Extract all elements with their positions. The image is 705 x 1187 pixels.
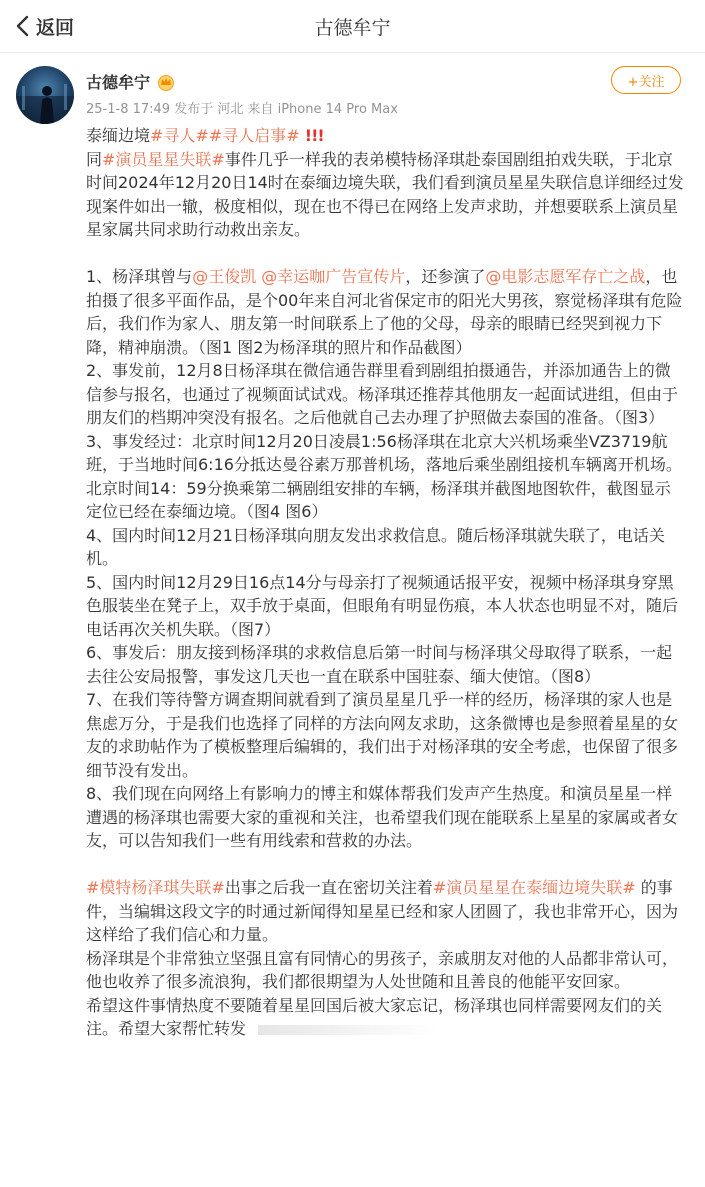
- back-label: 返回: [36, 16, 75, 39]
- avatar[interactable]: [16, 66, 74, 124]
- post-paragraph: 6、事发后：朋友接到杨泽琪的求救信息后第一时间与杨泽琪父母取得了联系，一起去往公安局报警，事发这几天也一直在联系中国驻泰、缅大使馆。（图8）: [86, 643, 673, 686]
- post-paragraph: 3、事发经过：北京时间12月20日凌晨1:56杨泽琪在北京大兴机场乘坐VZ3719航班，于当地时间6:16分抵达曼谷素万那普机场，落地后乘坐剧组接机车辆离开机场。北京时间14：59分换乘第二辆剧组安排的车辆，杨泽琪并截图地图软件，截图显示定位已经在泰缅边境。（图4 图6）: [86, 431, 682, 521]
- topic-tag[interactable]: #演员星星失联#: [102, 149, 225, 169]
- mention-link[interactable]: @王俊凯: [192, 267, 257, 286]
- post-paragraph: 8、我们现在向网络上有影响力的博主和媒体帮我们发声产生热度。和演员星星一样遭遇的杨泽琪也需要大家的重视和关注，也希望我们现在能联系上星星的家属或者女友，可以告知我们一些有用线索和营救的办法。: [86, 784, 679, 850]
- post-meta: 25-1-8 17:49 发布于 河北 来自 iPhone 14 Pro Max: [86, 102, 398, 117]
- post-paragraph: 7、在我们等待警方调查期间就看到了演员星星几乎一样的经历，杨泽琪的家人也是焦虑万分，于是我们也选择了同样的方法向网友求助，这条微博也是参照着星星的女友的求助帖作为了模板整理后编辑的，我们出于对杨泽琪的安全考虑，也保留了很多细节没有发出。: [86, 690, 679, 780]
- post-paragraph: 4、国内时间12月21日杨泽琪向朋友发出求救信息。随后杨泽琪就失联了，电话关机。: [86, 525, 665, 568]
- topic-tag[interactable]: #寻人#: [150, 126, 209, 145]
- user-name[interactable]: [86, 70, 176, 93]
- crown-icon: [156, 73, 176, 91]
- page-title: 古德牟宁: [314, 17, 391, 39]
- topic-tag[interactable]: #模特杨泽琪失联#: [86, 878, 225, 897]
- post-paragraph: 1、杨泽琪曾与@王俊凯 @幸运咖广告宣传片，还参演了@电影志愿军存亡之战，也拍摄了很多平面作品，是个00年来自河北省保定市的阳光大男孩，察觉杨泽琪有危险后，我们作为家人、朋友第一时间联系上了他的父母，母亲的眼睛已经哭到视力下降，精神崩溃。（图1 图2为杨泽琪的照片和作品截图）: [86, 267, 683, 357]
- post-paragraph: 希望这件事情热度不要随着星星回国后被大家忘记，杨泽琪也同样需要网友们的关注。希望大家帮忙转发: [86, 995, 663, 1038]
- post-paragraph: 2、事发前，12月8日杨泽琪在微信通告群里看到剧组拍摄通告，并添加通告上的微信参与报名，也通过了视频面试试戏。杨泽琪还推荐其他朋友一起面试进组，但由于朋友们的档期冲突没有报名。之后他就自己去办理了护照做去泰国的准备。（图3）: [86, 361, 679, 427]
- user-name-label: 古德牟宁: [86, 73, 151, 92]
- exclamation-icon: !!!: [304, 126, 324, 145]
- post-line-1: 泰缅边境#寻人##寻人启事# !!!: [86, 126, 324, 145]
- mention-link[interactable]: @电影志愿军存亡之战: [485, 267, 646, 286]
- nav-bar: [0, 0, 705, 53]
- post-paragraph: #模特杨泽琪失联#出事之后我一直在密切关注着#演员星星在泰缅边境失联# 的事件，当编辑这段文字的时通过新闻得知星星已经和家人团圆了，我也非常开心，因为这样给了我们信心和力量。: [86, 878, 679, 944]
- post-paragraph: 杨泽琪是个非常独立坚强且富有同情心的男孩子，亲戚朋友对他的人品都非常认可，他也收养了很多流浪狗，我们都很期望为人处世随和且善良的他能平安回家。: [86, 948, 679, 991]
- follow-button[interactable]: +关注: [611, 66, 681, 94]
- fade-ellipsis: [258, 1025, 438, 1035]
- topic-tag[interactable]: #演员星星在泰缅边境失联#: [432, 878, 636, 897]
- post-content: [86, 124, 686, 1041]
- post-paragraph: 5、国内时间12月29日16点14分与母亲打了视频通话报平安，视频中杨泽琪身穿黑色服装坐在凳子上，双手放于桌面，但眼角有明显伤痕，本人状态也明显不对，随后电话再次关机失联。（图7）: [86, 572, 679, 639]
- mention-link[interactable]: @幸运咖广告宣传片: [261, 267, 406, 286]
- post-paragraph: 同#演员星星失联#事件几乎一样我的表弟模特杨泽琪赴泰国剧组拍戏失联，于北京时间2024年12月20日14时在泰缅边境失联，我们看到演员星星失联信息详细经过发现案件如出一辙，极度相似，现在也不得已在网络上发声求助，并想要联系上演员星星家属共同求助行动救出亲友。: [86, 149, 684, 239]
- topic-tag[interactable]: #寻人启事#: [208, 126, 300, 145]
